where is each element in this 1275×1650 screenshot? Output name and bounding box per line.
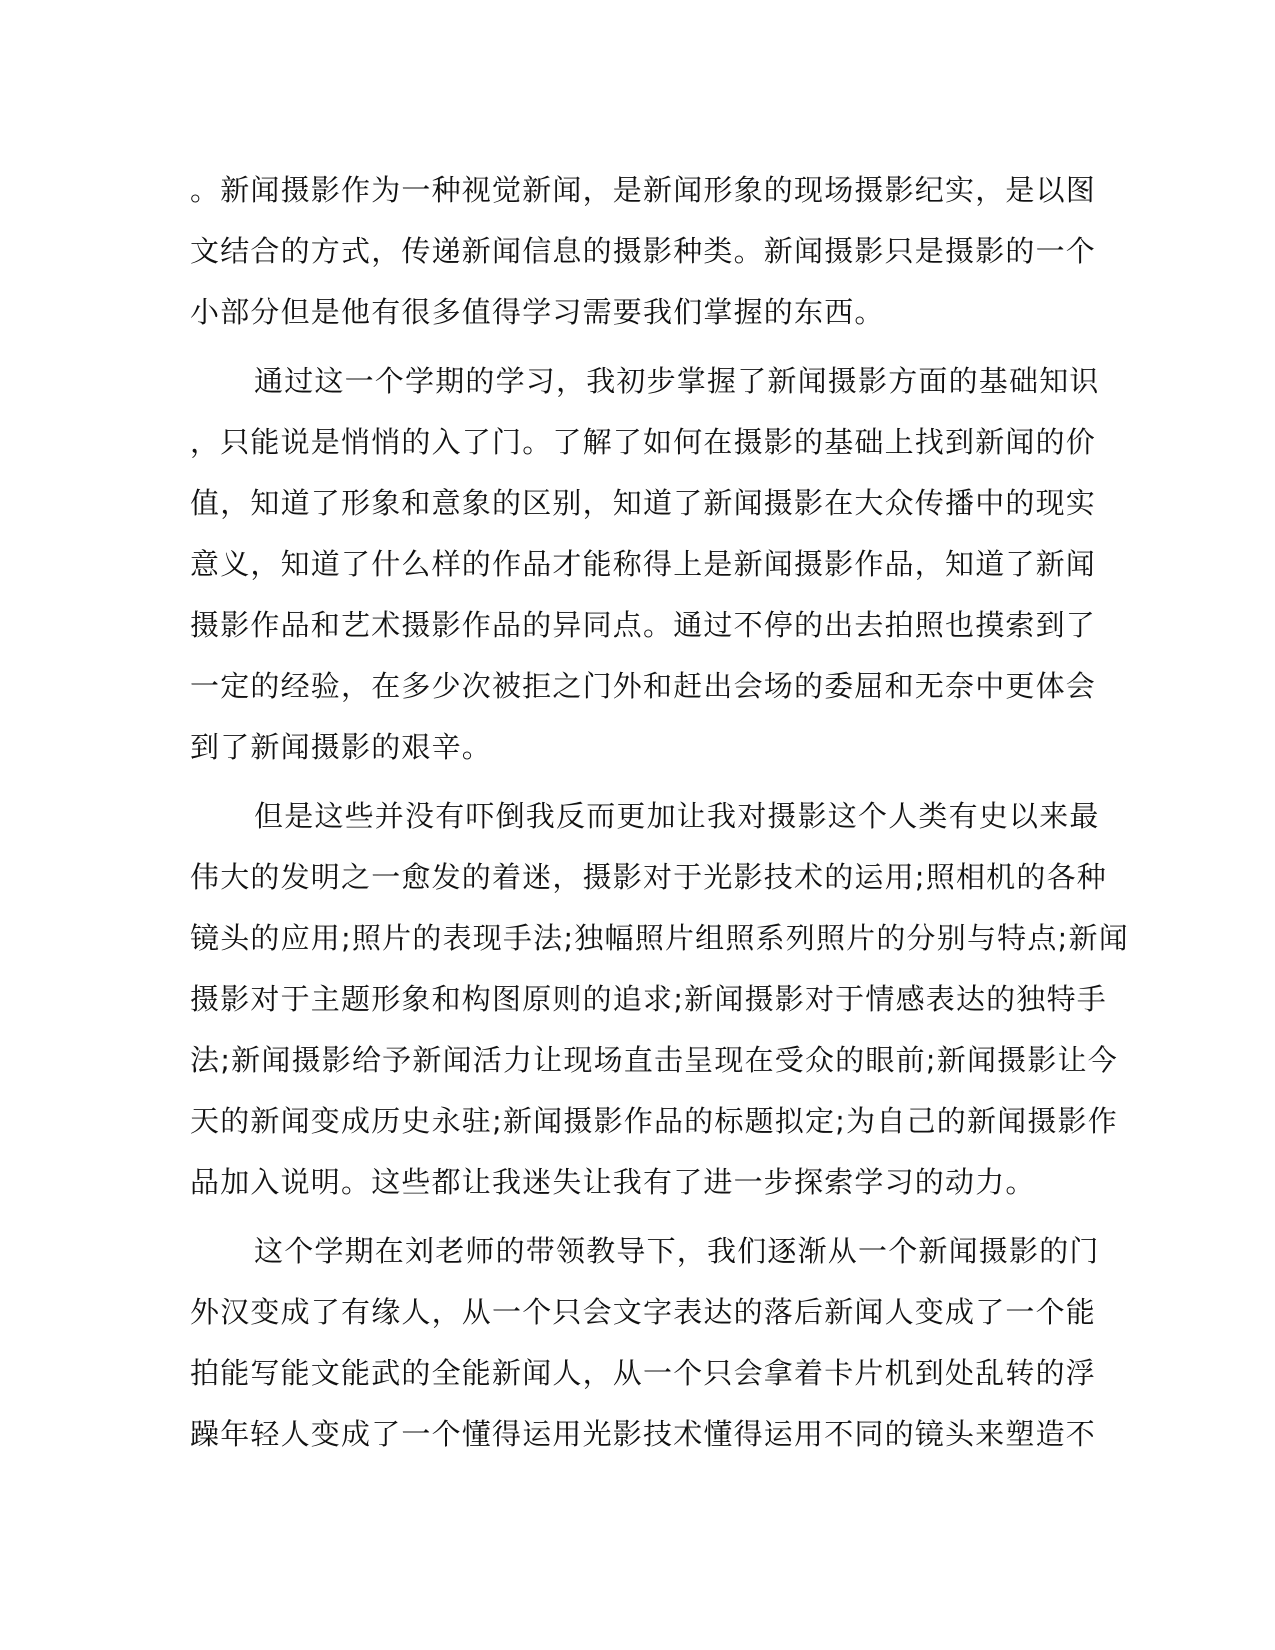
text-line: 这个学期在刘老师的带领教导下，我们逐渐从一个新闻摄影的门 xyxy=(254,1234,1100,1268)
text-line: 文结合的方式，传递新闻信息的摄影种类。新闻摄影只是摄影的一个 xyxy=(190,234,1097,268)
paragraph-1 xyxy=(190,160,1097,343)
paragraph-spacer xyxy=(190,1213,1085,1221)
text-line: 品加入说明。这些都让我迷失让我有了进一步探索学习的动力。 xyxy=(190,1165,1036,1199)
text-line: 。新闻摄影作为一种视觉新闻，是新闻形象的现场摄影纪实，是以图 xyxy=(190,173,1097,207)
text-line: 小部分但是他有很多值得学习需要我们掌握的东西。 xyxy=(190,295,885,329)
text-line: 伟大的发明之一愈发的着迷，摄影对于光影技术的运用;照相机的各种 xyxy=(190,860,1107,894)
paragraph-3 xyxy=(190,786,1129,1213)
text-line: 镜头的应用;照片的表现手法;独幅照片组照系列照片的分别与特点;新闻 xyxy=(190,921,1129,955)
text-line: 值，知道了形象和意象的区别，知道了新闻摄影在大众传播中的现实 xyxy=(190,486,1097,520)
text-line: 法;新闻摄影给予新闻活力让现场直击呈现在受众的眼前;新闻摄影让今 xyxy=(190,1043,1118,1077)
paragraph-4 xyxy=(190,1221,1100,1465)
text-line: 到了新闻摄影的艰辛。 xyxy=(190,730,493,764)
text-line: 躁年轻人变成了一个懂得运用光影技术懂得运用不同的镜头来塑造不 xyxy=(190,1417,1097,1451)
body-text xyxy=(190,160,1129,1465)
text-line: 通过这一个学期的学习，我初步掌握了新闻摄影方面的基础知识 xyxy=(254,364,1100,398)
paragraph-2 xyxy=(190,351,1100,778)
paragraph-spacer xyxy=(190,343,1085,351)
text-line: 一定的经验，在多少次被拒之门外和赶出会场的委屈和无奈中更体会 xyxy=(190,669,1097,703)
text-line: 拍能写能文能武的全能新闻人，从一个只会拿着卡片机到处乱转的浮 xyxy=(190,1356,1097,1390)
text-line: 但是这些并没有吓倒我反而更加让我对摄影这个人类有史以来最 xyxy=(254,799,1100,833)
text-line: 天的新闻变成历史永驻;新闻摄影作品的标题拟定;为自己的新闻摄影作 xyxy=(190,1104,1118,1138)
text-line: 摄影作品和艺术摄影作品的异同点。通过不停的出去拍照也摸索到了 xyxy=(190,608,1097,642)
paragraph-spacer xyxy=(190,778,1085,786)
text-line: 外汉变成了有缘人，从一个只会文字表达的落后新闻人变成了一个能 xyxy=(190,1295,1097,1329)
text-line: 意义，知道了什么样的作品才能称得上是新闻摄影作品，知道了新闻 xyxy=(190,547,1097,581)
text-line: ，只能说是悄悄的入了门。了解了如何在摄影的基础上找到新闻的价 xyxy=(190,425,1097,459)
text-line: 摄影对于主题形象和构图原则的追求;新闻摄影对于情感表达的独特手 xyxy=(190,982,1107,1016)
